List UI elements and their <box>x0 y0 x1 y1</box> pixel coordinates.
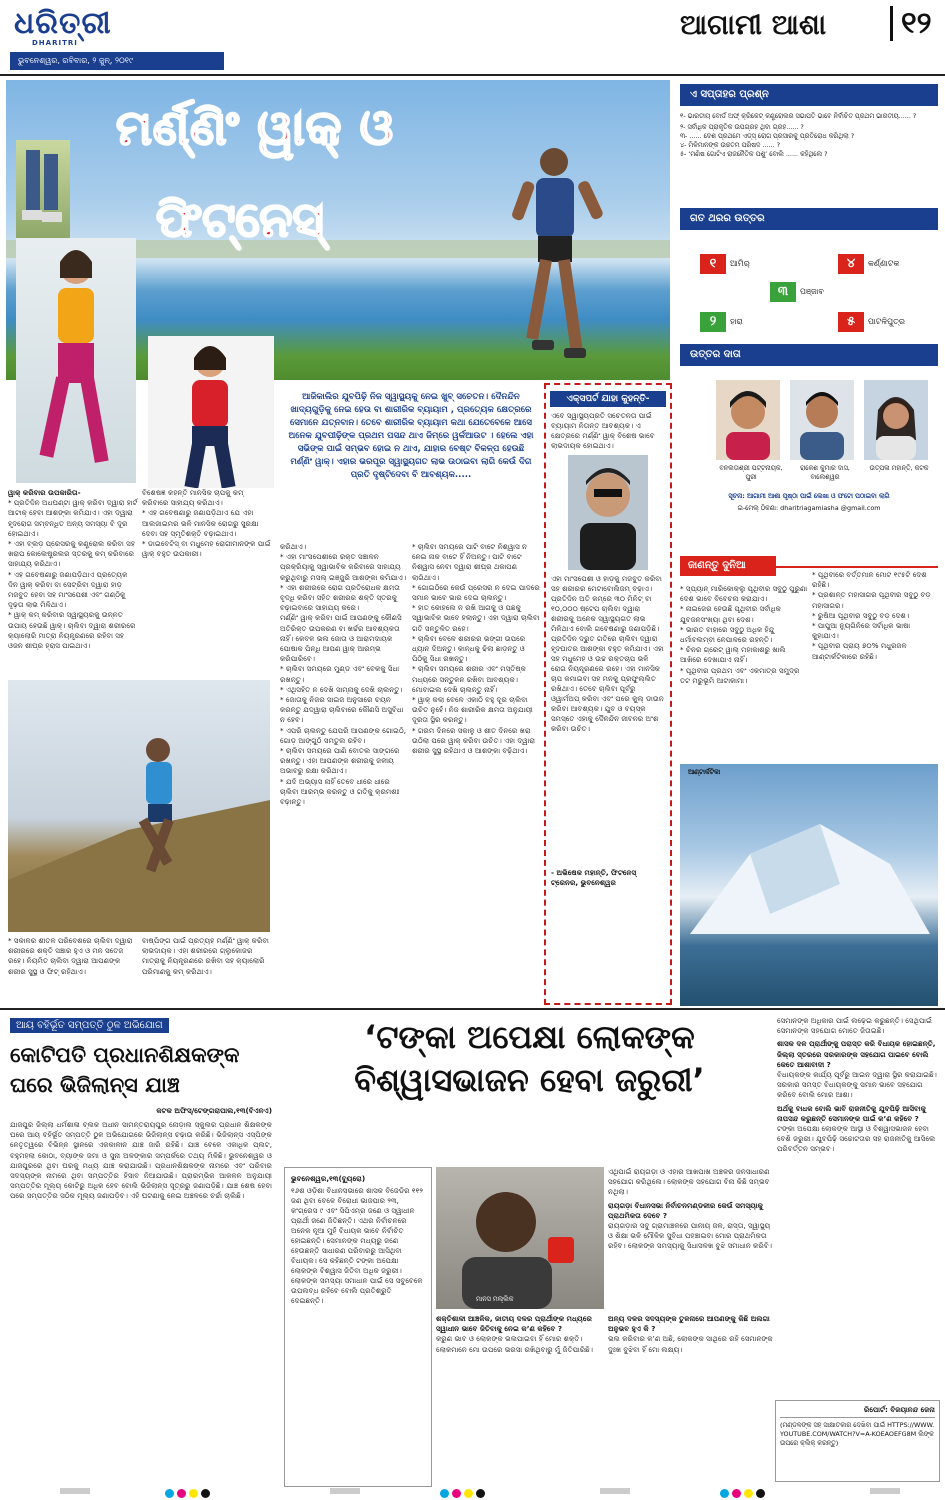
feet-walking-photo <box>16 140 70 238</box>
cmyk-dot <box>756 1489 765 1498</box>
quiz-question: ୧- ଭାରତୀୟ ବୋର୍ଡ ଅଫ୍‌ କ୍ରିକେଟ୍‌ କଣ୍ଟ୍ରୋଲର ସଭାପତି ଭାବେ ନିର୍ବାଚିତ ପ୍ରଥମ ଭାରତୀୟ...... ? <box>680 112 917 120</box>
article-paragraph: * ଜୋତାକୁ ନିଜର ସାଇଜ ଅନୁସାରେ ଚୟନ କରନ୍ତୁ ଯଦ୍ୱାରା ଚାଲିବାରେ କୌଣସି ଅସୁବିଧା ନ ହେବ। <box>280 695 404 725</box>
interview-column-2 <box>608 1167 773 1307</box>
print-mark <box>60 1488 90 1494</box>
expert-title: ଏକ୍ସପର୍ଟ ଯାହା କୁହନ୍ତି- <box>550 391 666 407</box>
interview-column-5 <box>777 1016 940 1394</box>
interview-text: ସେମାନଙ୍କ ଅଧିକାର ପାଇଁ ଲଢ଼େଇ କରୁଛନ୍ତି। ସେଥିପାଇଁ ସେମାନଙ୍କ ସହଯୋଗ ମୋତେ ଜିତାଇଛି। <box>777 1016 932 1036</box>
interview-answer: ଭଲ କରିବାର କ’ଣ ଅଛି, ଲୋକଙ୍କ ସାଥିରେ ରହି ସେମାନଙ୍କ ଦୁଃଖ ବୁଝିବା ହିଁ ମୋ ଲକ୍ଷ୍ୟ। <box>608 1334 773 1354</box>
winner-photo <box>790 380 854 460</box>
print-mark <box>870 1488 900 1494</box>
article-paragraph: * ଡାଇବେଟିସ୍‌ ବା ମଧୁମେହ ରୋଗୀମାନଙ୍କ ପାଇଁ ୱାକ୍‌ ବହୁତ ଉପକାରୀ। <box>142 539 271 559</box>
expert-body: ଏହା ମାଂସପେଶୀ ଓ ହାଡ଼କୁ ମଜବୁତ କରିବା ସହ ଶରୀରର ମେଟାବୋଲିଜମ୍‌ ବଢ଼ାଏ। ପ୍ରତିଦିନ ଅତି କମ୍‌ରେ ୩୦ ମିନିଟ୍‌ ବା ୧୦,୦୦୦ ଷ୍ଟେପ ଚାଲିବା ଦ୍ୱାରା ଶରୀରକୁ ଅନେକ ସ୍ୱାସ୍ଥ୍ୟଗତ ଲାଭ ମିଳିଥାଏ ବୋଲି ଗବେଷଣାରୁ ଜଣାପଡ଼ିଛି। ପ୍ରତିଦିନ ଦ୍ରୁତ ଗତିରେ ଚାଲିବା ଦ୍ୱାରା ହୃଦଘାତର ଆଶଙ୍କା ବହୁତ କମିଯାଏ। ଏହା ସହ ମଧୁମେହ ଓ ଉଚ୍ଚ ରକ୍ତଚାପ ଭଳି ରୋଗ ନିୟନ୍ତ୍ରଣରେ ରହେ। ଏହା ମାନସିକ ଚାପ କମାଇବା ସହ ମନକୁ ପ୍ରଫୁଲ୍ଲିତ ରଖିଥାଏ। ତେବେ ଚାଲିବା ପୂର୍ବରୁ ଓ୍ୱାର୍ମଅପ୍‌ କରିବା ଏବଂ ପରେ କୁଲ୍‌ ଡାଉନ କରିବା ଆବଶ୍ୟକ। ଯୁବ ଓ ବୟସ୍କ ସମସ୍ତେ ଏହାକୁ ଦୈନନ୍ଦିନ ଜୀବନର ଅଂଶ କରିବା ଉଚିତ। <box>551 574 664 733</box>
expert-lead: ଏବେ ସ୍ୱାସ୍ଥ୍ୟପ୍ରତି ସଚେତନତା ପାଇଁ ବ୍ୟାୟାମ ନିତାନ୍ତ ଆବଶ୍ୟକ। ଏ କ୍ଷେତ୍ରରେ ମର୍ଣ୍ଣିଂ ୱାକ୍‌ ବିଶେଷ ଭାବେ ଲାଭଦାୟକ ହୋଇଥାଏ। <box>551 411 655 450</box>
section-title: ଆଗାମୀ ଆଶା <box>680 8 827 41</box>
winners-header: ଉତ୍ତର ଦାତା <box>680 344 938 366</box>
expert-photo <box>568 455 648 570</box>
cmyk-dot <box>452 1489 461 1498</box>
interview-headline: ‘ଟଙ୍କା ଅପେକ୍ଷା ଲୋକଙ୍କ ବିଶ୍ୱାସଭାଜନ ହେବା ଜରୁରୀ’ <box>354 1018 705 1099</box>
facts-right <box>812 570 938 760</box>
print-mark <box>330 1488 360 1494</box>
article-column-1 <box>142 488 272 676</box>
woman-runner-photo <box>16 238 136 483</box>
video-promo-box <box>775 1400 940 1482</box>
interview-text: ଏଥିପାଇଁ ରାୟଗଡ଼ା ଓ ଏହାର ଆଖପାଖ ଅଞ୍ଚଳର ଜନସାଧାରଣ ସହଯୋଗ କରିଥିଲେ। ଲୋକଙ୍କ ସହଯୋଗ ବିନା କିଛି ସମ୍ଭବ ନଥିଲା। <box>608 1167 770 1197</box>
news-headline: କୋଟିପତି ପ୍ରଧାନଶିକ୍ଷକଙ୍କ ଘରେ ଭିଜିଲାନ୍ସ ଯାଞ୍ଚ <box>10 1043 240 1097</box>
benefit-paragraph: * ୱାକ୍‌ କମ୍‌ କରିବାର ସ୍ୱାସ୍ଥ୍ୟରକୁ ଉନ୍ନତ ଉପାୟ ହେଉଛି ୱାକ୍‌। ଚାଲିବା ଦ୍ୱାରା ଶରୀରରେ କ୍ୟାଲୋରି ମାତ୍ରା ନିୟନ୍ତ୍ରଣରେ ରହିବା ସହ ଓଜନ ଶୀଘ୍ର ହ୍ରାସ ପାଇଥାଏ। <box>8 610 136 651</box>
benefits-column-end <box>8 936 138 1008</box>
cmyk-dot <box>165 1489 174 1498</box>
benefit-paragraph: * ପ୍ରତିଦିନ ଅଧଘଣ୍ଟା ୱାକ୍‌ କରିବା ଦ୍ୱାରା ହାର୍ଟ ଆଟାକ୍‌ ହେବା ଆଶଙ୍କା କମିଯାଏ। ଏହା ଦ୍ୱାରା ହୃଦରୋଗ ସମ୍ବନ୍ଧିତ ଅନ୍ୟ ସମସ୍ୟା ବି ଦୂର ହୋଇଥାଏ। <box>8 498 138 538</box>
fact-item: * ପୃଥିବୀରେ ବର୍ତ୍ତମାନ ମୋଟ ୧୯୫ଟି ଦେଶ ରହିଛି। <box>812 570 927 590</box>
quiz-question: ୪- ମିଳିମାନଙ୍କ ଉଚ୍ଚତମ ପରିଷଦ ...... ? <box>680 141 780 149</box>
interview-lead-box <box>284 1167 432 1487</box>
article-paragraph: * ଚାଲିବା ବେଳେ ଶରୀରର ଭଙ୍ଗୀ ଉପରେ ଧ୍ୟାନ ଦିଅନ୍ତୁ। କାନ୍ଧକୁ ଢିଲା ଛାଡ଼ନ୍ତୁ ଓ ପିଠିକୁ ସିଧା ରଖନ୍ତୁ। <box>412 633 526 664</box>
article-paragraph: * ଏଥିସହିତ ନ ଦେଖି ସାମ୍ନାକୁ ଦେଖି ଚାଲନ୍ତୁ। <box>280 684 403 694</box>
article-paragraph: * ହାତ କୋହଲେ ନ ରଖି ଆଗକୁ ଓ ପଛକୁ ସ୍ୱାଭାବିକ ଭାବେ ହଲାନ୍ତୁ। ଏହା ଦ୍ୱାରା ଚାଲିବା ଗତି ସନ୍ତୁଳିତ ରହେ। <box>412 603 540 633</box>
benefits-column <box>8 488 138 676</box>
interview-answer: ବିଧାୟକଙ୍କ କାର୍ଯ୍ୟ ପୂର୍ବରୁ ଆଇନ ଦ୍ୱାରା ସ୍ଥିର କରାଯାଇଛି। ସରକାର ସମସ୍ତ ବିଧାୟକଙ୍କୁ ସମାନ ଭାବେ ସହଯୋଗ କରିବେ ବୋଲି ମୋର ଆଶା। <box>777 1070 937 1100</box>
interview-question: ଶକ୍ତିଶାଳୀ ଆଞ୍ଚଳିକ, ଜାତୀୟ ଦଳର ପ୍ରାର୍ଥୀଙ୍କ ମଧ୍ୟରେ ସ୍ୱାଧୀନ ଭାବେ ଜିତିବାକୁ ନେଇ କ’ଣ କହିବେ ? <box>436 1314 592 1334</box>
article-paragraph: * ଚାଲିବା ସମୟରେ ମୁଣ୍ଡ ଏବଂ ବେକକୁ ସିଧା ରଖନ୍ତୁ। <box>280 664 400 684</box>
news-dateline: କଟକ ଅଫିସ୍‌/ଟେଙ୍ଗରାପାଲ,୧୩(ବିଏନଏ) <box>156 1106 272 1115</box>
cmyk-dot <box>201 1489 210 1498</box>
answer-label: କର୍ଣ୍ଣାଟକ <box>868 259 900 268</box>
antarctica-photo <box>680 764 938 1006</box>
article-column-1-end <box>142 936 272 1008</box>
facts-left <box>680 584 808 760</box>
interview-question: ଅନ୍ୟ ଦଳର ସଦସ୍ୟଙ୍କ ତୁଳନାରେ ଆପଣଙ୍କୁ କିଛି ଅଲଗା ଅନୁଭବ ହୁଏ କି ? <box>608 1314 770 1334</box>
article-paragraph: * ଗୋଇଠିରେ କେଉଁ ପ୍ରେସର ନ ଦେଇ ପାଦରେ ସମାନ ଭାବେ ଭାର ଦେଇ ଚାଲନ୍ତୁ। <box>412 582 540 603</box>
article-paragraph: ବିଶେଷଜ୍ଞ କହନ୍ତି ମାନସିକ ଚାପକୁ କମ୍‌ କରିବାରେ ସାହାଯ୍ୟ କରିଥାଏ। <box>142 488 244 508</box>
hill-runner-photo <box>8 680 270 932</box>
dateline: ଭୁବନେଶ୍ୱର, ରବିବାର, ୨ ଜୁନ୍‌, ୨୦୧୯ <box>10 52 224 70</box>
answers-grid <box>680 234 938 338</box>
cmyk-dot <box>440 1489 449 1498</box>
interview-question: ଅର୍ଥକୁ ବାଧକ ବୋଲି ଭାବି ରାଜନୀତିକୁ ଯୁବପିଢ଼ି ଆସିବାକୁ ନାପସନ୍ଦ କରୁଛନ୍ତି ସେମାନଙ୍କ ପାଇଁ କ’ଣ କହିବେ ? <box>777 1103 926 1123</box>
cmyk-dot <box>189 1489 198 1498</box>
article-paragraph: କରିଥାଏ। <box>280 542 307 551</box>
fact-item: * ପ୍ରଶାନ୍ତ ମହାସାଗର ପୃଥିବୀର ସବୁଠୁ ବଡ଼ ମହାସାଗର। <box>812 590 931 610</box>
fact-item: * ପାପୁଆ ନ୍ୟୁଗିନିରେ ସର୍ବାଧିକ ଭାଷା କୁହାଯାଏ। <box>812 621 911 641</box>
article-paragraph: * ୱାକ୍‌ କଲା ବେଳେ ଏକାଠି ବହୁ ଦୂର ଚାଲିବା ଉଚିତ ନୁହେଁ। ନିଜ ଶାରୀରିକ କ୍ଷମତା ଅନୁଯାୟୀ ଦୂରତା ସ୍ଥିର କରନ୍ତୁ। <box>412 695 533 725</box>
article-column-2 <box>280 542 408 1008</box>
answer-number: ୪ <box>838 254 864 274</box>
submission-email: ଇ-ମେଲ୍‌ ଠିକଣା: dharitriagamiasha @gmail.com <box>737 504 881 512</box>
quiz-question: ୩- ...... ଦେଶ ପ୍ରଥମେ ଏଡ୍‌ସ୍‌ ରୋଗ ପ୍ରସାରକୁ ପ୍ରତିରୋଧ କରିଥିଲା ? <box>680 132 855 140</box>
quiz-question: ୫- ‘ମଣିଷ ଗୋଟିଏ ରାଜନୈତିକ ପଶୁ’ ବୋଲି ...... କହିଥିଲେ ? <box>680 150 828 158</box>
expert-box <box>544 383 672 1005</box>
section-divider <box>0 1008 945 1010</box>
cmyk-dot <box>464 1489 473 1498</box>
submission-note: ସୂଚନା: ଆଗାମୀ ଆଶା ପୃଷ୍ଠା ପାଇଁ ଲେଖା ଓ ଫଟୋ ପଠାଇବା ଲାଗି <box>728 492 890 500</box>
news-body: ଯାଜପୁର ଜିଲ୍ଲା ଧର୍ମଶାଳା ବ୍ଲକ ଅଧୀନ ସାମନ୍ତରାୟପୁର ନୋଡ଼ାଲ ସ୍କୁଲର ପ୍ରଧାନ ଶିକ୍ଷକଙ୍କ ଘରେ ଆୟ ବହିର୍ଭୂତ ସମ୍ପତ୍ତି ଠୁଳ ଅଭିଯୋଗରେ ଭିଜିଲାନ୍ସ ଚଢ଼ାଉ କରିଛି। ଭିଜିଲାନ୍ସ ଏସ୍‌ପିଙ୍କ ନେତୃତ୍ୱରେ ବିଭିନ୍ନ ସ୍ଥାନରେ ଏକକାଳୀନ ଯାଞ୍ଚ ଜାରି ରହିଛି। ଯାଞ୍ଚ ବେଳେ ଏକାଧିକ ପ୍ଲଟ, ବହୁମହଲା କୋଠା, ବ୍ୟାଙ୍କ ଜମା ଓ ସୁନା ଅଳଙ୍କାର ସମ୍ପର୍କରେ ତଥ୍ୟ ମିଳିଛି। ଭୁବନେଶ୍ୱର ଓ ଯାଜପୁରରେ ଥିବା ଘରକୁ ମଧ୍ୟ ଯାଞ୍ଚ କରାଯାଉଛି। ପ୍ରଧାନଶିକ୍ଷକଙ୍କ ନାମରେ ଏବଂ ପରିବାର ସଦସ୍ୟଙ୍କ ନାମରେ ଥିବା ସମ୍ପତ୍ତିର ହିସାବ ନିଆଯାଉଛି। ପ୍ରାରମ୍ଭିକ ଆକଳନ ଅନୁଯାୟୀ ସମ୍ପତ୍ତିର ମୂଲ୍ୟ କୋଟିରୁ ଅଧିକ ହେବ ବୋଲି ଭିଜିଲାନ୍ସ ସୂତ୍ରରୁ ଜଣାପଡ଼ିଛି। ଯାଞ୍ଚ ଶେଷ ହେବା ପରେ ସମ୍ପତ୍ତିର ସଠିକ ମୂଲ୍ୟ ଜଣାପଡ଼ିବ। ଏହି ଘଟଣାକୁ ନେଇ ଅଞ୍ଚଳରେ ଚର୍ଚ୍ଚା ଚାଲିଛି। <box>10 1120 272 1201</box>
article-paragraph: * ଏପରି ଚାଲନ୍ତୁ ଯେପରି ଆପଣଙ୍କ ଗୋଇଠି, ଗୋଡ଼ ଆଙ୍ଗୁଠି ସମତୁଲ ରହିବ। <box>280 725 407 745</box>
facts-rule <box>776 566 938 568</box>
quiz-question: ୨- ସର୍ବାଧିକ ପ୍ରାକୃତିକ ଉପଗ୍ରହ ଥିବା ଗ୍ରହ...... ? <box>680 123 804 131</box>
answers-header: ଗତ ଥରର ଉତ୍ତର <box>680 208 938 230</box>
answer-number: ୫ <box>838 312 864 332</box>
article-paragraph: * ଯଦି ଅଭ୍ୟାସ ନାହିଁ ତେବେ ଧୀରେ ଧୀରେ ଚାଲିବା ଆରମ୍ଭ କରନ୍ତୁ ଓ ଗତିକୁ କ୍ରମଶଃ ବଢ଼ାନ୍ତୁ। <box>280 776 400 807</box>
benefit-paragraph: * ଏହ ଗବେଷଣାରୁ ଜଣାପଡ଼ିଥାଏ ପ୍ରତ୍ୟେକ ଦିନ ୱାକ୍‌ କରିବା ବା ସେଟ୍ରିବା ଦ୍ୱାରା ହାଡ଼ ମଜବୁତ ହେବା ସହ ମାଂସପେଶୀ ଏବଂ ଗଣ୍ଠିକୁ ଦୃଢ଼ତା ଲାଭ ମିଳିଥାଏ। <box>8 569 128 610</box>
facts-header: ଜାଣନ୍ତୁ ଦୁନିଆ <box>680 556 776 576</box>
article-paragraph: ବାଷ୍ପିଙ୍ଗ ପାଇଁ ପ୍ରତ୍ୟହ ମର୍ଣ୍ଣିଂ ୱାକ୍‌ କରିବା ଲାଭଦାୟକ। ଏହା ଶରୀରରେ ଗ୍ଲୁକୋଜର ମାତ୍ରାକୁ ନିୟନ୍ତ୍ରଣରେ ରଖିବା ସହ କ୍ୟାଲୋରି ପରିମାଣକୁ କମ୍‌ କରିଥାଏ। <box>142 936 269 976</box>
cmyk-dot <box>177 1489 186 1498</box>
intro-paragraph: ଆଜିକାଲିର ଯୁବପିଢ଼ି ନିଜ ସ୍ୱାସ୍ଥ୍ୟକୁ ନେଇ ଖୁବ୍‌ ସଚେତନ। ଦୈନନ୍ଦିନ ଖାଦ୍ୟଗୁଡ଼ିକୁ ନେଇ ହେଉ ବା ଶାରୀରିକ ବ୍ୟାୟାମ , ପ୍ରତ୍ୟେକ କ୍ଷେତ୍ରରେ ସେମାନେ ଯତ୍ନବାନ। ତେବେ ଶାରୀରିକ ବ୍ୟାୟାମ କଥା ଯେତେବେଳେ ଆସେ ଅନେକ ଯୁବପୀଢ଼ିଙ୍କ ପ୍ରଥମ ପସନ୍ଦ ଥାଏ ଜିମ୍‌ରେ ୱର୍କଆଉଟ । ହେଲେ ଏହା ସଭିଙ୍କ ପାଇଁ ସମ୍ଭବ ହୋଇ ନ ଥାଏ, ଯାହାର ବେଷ୍ଟ ବିକଳ୍ପ ହେଉଛି ମର୍ଣ୍ଣିଂ ୱାକ୍‌। ଏହାର ଭରପୂର ସ୍ୱାସ୍ଥ୍ୟଗତ ଲାଭ ଉଠାଇବା ଲାଗି କେଉଁ ଦିଗ ପ୍ରତି ଦୃଷ୍ଟିଦେବା ବି ଆବଶ୍ୟକ..... <box>288 392 534 480</box>
answer-number: ୩ <box>770 282 796 302</box>
interview-column-4 <box>608 1314 773 1490</box>
hero-title-line1: ମର୍ଣ୍ଣିଂ ୱାକ୍‌ ଓ <box>116 100 394 156</box>
article-paragraph: * ଚାଲିବା ସମୟରେ ପାଟି ବାଟେ ନିଶ୍ୱାସ ନ ନେଇ ନାକ ବାଟେ ହିଁ ନିଅନ୍ତୁ। ପାଟି ବାଟେ ନିଶ୍ୱାସ ନେବା ଦ୍ୱାରା ଶୀଘ୍ର ଥକାପଣ ଲାଗିଥାଏ। <box>412 542 527 582</box>
fact-item: * ପୃଥିବୀର ପ୍ରାୟ ୭୦% ମଧୁରଜଳ ଆଣ୍ଟାର୍କଟିକାରେ ରହିଛି। <box>812 641 907 661</box>
cmyk-dot <box>476 1489 485 1498</box>
reporter-credit: ରିପୋର୍ଟ: ବିଜୟାନନ୍ଦ ଜେନା <box>780 1405 935 1418</box>
page-number: ୧୨ <box>890 6 932 41</box>
winner-name: ବନଲତାଶ୍ରୀ ପଟ୍ଟନାୟକ, ପୁରୀ <box>719 464 783 481</box>
interview-question: ଶାସକ ଦଳ ପ୍ରାର୍ଥୀଙ୍କୁ ପରାସ୍ତ କରି ବିଧାୟକ ହୋଇଛନ୍ତି, ଜିଲ୍ଲା ସ୍ତରରେ ସରକାରଙ୍କ ସହଯୋଗ ପାଇବେ ବୋଲି କେତେ ଆଶାବାଦୀ ? <box>777 1039 936 1069</box>
article-paragraph: * ଚାଲିବା ସମୟରେ ଶରୀର ଏବଂ ମସ୍ତିଷ୍କ ମଧ୍ୟରେ ସନ୍ତୁଳନ ରଖିବା ଆବଶ୍ୟକ। ମୋବାଇଲ ଦେଖି ଚାଲନ୍ତୁ ନାହିଁ। <box>412 664 526 694</box>
fact-item: * ନାଇଜେର ହେଉଛି ପୃଥିବୀର ସର୍ବାଧିକ ଯୁବଜନସଂଖ୍ୟା ଥିବା ଦେଶ। <box>680 604 781 624</box>
newspaper-logo-sub: DHARITRI <box>32 39 78 47</box>
article-paragraph: * ଗରମ ଦିନରେ ସକାଳୁ ଓ ଶୀତ ଦିନରେ ଖରା ଉଠିଲା ପରେ ୱାକ୍‌ କରିବା ଉଚିତ। ଏହା ଦ୍ୱାରା ଶରୀର ସୁସ୍ଥ ରହିଥାଏ ଓ ଆଶଙ୍କା ବଢ଼ିଥାଏ। <box>412 725 536 756</box>
cmyk-dot <box>720 1489 729 1498</box>
news-kicker: ଆୟ ବହିର୍ଭୂତ ସମ୍ପତ୍ତି ଠୁଳ ଅଭିଯୋଗ <box>10 1018 169 1033</box>
interview-body: ୧୬ଶ ଓଡ଼ିଶା ବିଧାନସଭାରେ ଶାସକ ବିଜେଡିର ୧୧୨ ଜଣ ଥିବା ବେଳେ ବିରୋଧୀ ଭାଜପାର ୨୩, କଂଗ୍ରେସ ୯ ଏବଂ ସିପିଏମ୍‌ର ଜଣେ ଓ ସ୍ୱାଧୀନ ପ୍ରାର୍ଥୀ ଜଣେ ଜିତିଛନ୍ତି। ଏଥର ନିର୍ବାଚନରେ ଅନେକ ନୂଆ ମୁହଁ ବିଧାୟକ ଭାବେ ନିର୍ବାଚିତ ହୋଇଛନ୍ତି। ସେମାନଙ୍କ ମଧ୍ୟରୁ ଜଣେ ହେଉଛନ୍ତି ସାଧାରଣ ପରିବାରରୁ ଆସିଥିବା ବିଧାୟକ। ସେ କହିଛନ୍ତି ଟଙ୍କା ଅପେକ୍ଷା ଲୋକଙ୍କ ବିଶ୍ୱାସ ଜିତିବା ଅଧିକ ଜରୁରୀ। ଲୋକଙ୍କ ସମସ୍ୟା ସମାଧାନ ପାଇଁ ସେ ସବୁବେଳେ ଉପଲବ୍ଧ ରହିବେ ବୋଲି ପ୍ରତିଶ୍ରୁତି ଦେଇଛନ୍ତି। <box>291 1186 423 1305</box>
article-paragraph: * ଚାଲିବା ସମୟରେ ପାଣି ବୋତଲ ସାଙ୍ଗରେ ରଖନ୍ତୁ। ଏହା ଆପଣଙ୍କ ଶରୀରକୁ ଜଳୀୟ ଅଭାବରୁ ରକ୍ଷା କରିଥାଏ। <box>280 746 400 776</box>
winner-name: ରାକେଶ କୁମାର ଦାସ, ବାଲେଶ୍ୱର <box>800 464 850 481</box>
article-paragraph: * ଏହା ମାଂସପେଶୀରେ ରକ୍ତ ସଞ୍ଚାଳନ ପ୍ରକ୍ରିୟାକୁ ସ୍ୱାଭାବିକ କରିବାରେ ସାହାଯ୍ୟ କରୁଥିବାରୁ ମସଲ୍‌ ଇଞ୍ଜୁରି ଆଶଙ୍କା କମିଯାଏ। <box>280 552 407 582</box>
fact-item: * ଚିନର ଗ୍ରେଟ୍‌ ୱାଲ୍‌ ମହାକାଶରୁ ଖାଲି ଆଖିରେ ଦେଖାଯାଏ ନାହିଁ। <box>680 645 786 665</box>
fact-item: * ସ୍ପ୍ୟାନ୍‌ ମାରିକୋକ୍ଲୁ ପୃଥିବୀର ସବୁଠୁ ପୁରୁଣା ଦେଶ ଭାବେ ବିବେଚନା କରାଯାଏ। <box>680 584 808 604</box>
article-paragraph: * ଏହ ଗବେଷଣାରୁ ଜଣାପଡ଼ିଥାଏ ଯେ ଏହା ଆଲଜାଇମର ଭଳି ମାନସିକ ରୋଗରୁ ସୁରକ୍ଷା ଦେବା ସହ ସ୍ମୃତିଶକ୍ତି ବଢ଼ାଇଥାଏ। <box>142 508 259 538</box>
fact-item: * ଭାରତ ବାହାରେ ସବୁଠୁ ଅଧିକ ହିନ୍ଦୁ ଧର୍ମାବଲମ୍ବୀ ନେପାଳରେ ରହନ୍ତି। <box>680 624 775 645</box>
answer-number: ୧ <box>700 254 726 274</box>
runner-man-photo <box>496 140 616 380</box>
answer-label: ପଞ୍ଜାବ <box>800 287 824 296</box>
article-paragraph: ମର୍ଣ୍ଣିଂ ୱାକ୍‌ କରିବା ପାଇଁ ଆପଣଙ୍କୁ କୌଣସି ଅତିରିକ୍ତ ଉପକରଣ ବା ଖର୍ଚ୍ଚର ଆବଶ୍ୟକତା ନାହିଁ। କେବଳ ଭଲ ଜୋତା ଓ ଆରାମଦାୟକ ପୋଷାକ ପିନ୍ଧି ଆପଣ ୱାକ୍‌ ଆରମ୍ଭ କରିପାରିବେ। <box>280 613 402 664</box>
interview-answer: କରୁଣ ଭାବ ଓ ଲୋକଙ୍କ ଭଲପାଇବା ହିଁ ମୋର ଶକ୍ତି। ଲୋକମାନେ ମୋ ଉପରେ ଭରସା ରଖିଥିବାରୁ ମୁଁ ଜିତିପାରିଛି। <box>436 1334 593 1354</box>
winners-panel <box>680 372 938 542</box>
fact-item: * ରୁଷିଆ ପୃଥିବୀର ସବୁଠୁ ବଡ଼ ଦେଶ। <box>812 610 910 620</box>
answer-number: ୨ <box>700 312 726 332</box>
benefit-paragraph: * ଏହା ବ୍ଲଡ଼ ପ୍ରେସରକୁ କଣ୍ଟ୍ରୋଲ କରିବା ସହ ଖରାପ କୋଲେଷ୍ଟ୍ରଲର ସ୍ତରକୁ କମ୍‌ କରିବାରେ ସାହାଯ୍ୟ କରିଥାଏ। <box>8 539 136 569</box>
winner-name: ଉତ୍ପଳା ମହାନ୍ତି, କଟକ <box>869 464 929 472</box>
benefit-paragraph: * ସକାଳର ଶୀତଳ ପରିବେଶରେ ଚାଲିବା ଦ୍ୱାରା ଶରୀରରେ ଶକ୍ତି ସଞ୍ଚାର ହୁଏ ଓ ମନ ସତେଜ ରହେ। ନିୟମିତ ଚାଲିବା ଦ୍ୱାରା ଆପଣଙ୍କ ଶରୀର ସୁସ୍ଥ ଓ ଫିଟ୍‌ ରହିଥାଏ। <box>8 936 133 976</box>
winner-photo <box>716 380 780 460</box>
cmyk-dot <box>744 1489 753 1498</box>
winner-photo <box>864 380 928 460</box>
quiz-header: ଏ ସପ୍ତାହର ପ୍ରଶ୍ନ <box>680 84 938 106</box>
benefits-heading: ୱାକ୍‌ କରିବାର ଉପକାରିତା- <box>8 488 81 497</box>
answer-label: ପାଟଳିପୁତ୍ର <box>868 317 905 326</box>
interviewee-caption: ମାନସ ମଲ୍ଲିକ <box>476 1295 514 1303</box>
antarctica-caption: ଆଣ୍ଟାର୍କଟିକା <box>688 768 721 776</box>
girl-runner-photo <box>148 336 274 488</box>
answer-label: ହାରା <box>730 317 743 326</box>
interview-answer: ରାୟଗଡ଼ାର ସବୁ ଗ୍ରାମାଞ୍ଚଳରେ ପାନୀୟ ଜଳ, ରାସ୍ତା, ସ୍ୱାସ୍ଥ୍ୟ ଓ ଶିକ୍ଷା ଭଳି ମୌଳିକ ସୁବିଧା ପହଞ୍ଚାଇବା ମୋର ପ୍ରାଥମିକତା ରହିବ। ଲୋକଙ୍କ ସମସ୍ୟାକୁ ସିଧାସଳଖ ବୁଝି ସମାଧାନ କରିବି। <box>608 1221 772 1251</box>
interview-column-3 <box>436 1314 604 1490</box>
fact-item: * ପୃଥିବୀର ପ୍ରଥମ ଏବଂ ଏକମାତ୍ର ସମୁଦ୍ର ତଟ ମରୁଭୂମି ଆଟାକାମା। <box>680 665 800 685</box>
interviewee-photo <box>436 1167 604 1309</box>
newspaper-logo: ଧରିତ୍ରୀ <box>14 6 112 41</box>
quiz-list <box>680 112 938 200</box>
article-paragraph: * ଏହା ଶରୀରରେ ରୋଗ ପ୍ରତିରୋଧକ କ୍ଷମତା ବୃଦ୍ଧି କରିବା ସହିତ ଶରୀରର ଶକ୍ତି ସ୍ତରକୁ ବଢ଼ାଇବାରେ ସାହାଯ୍ୟ କରେ। <box>280 582 400 613</box>
masthead <box>0 0 945 76</box>
hero-title-line2: ଫିଟ୍‌ନେସ୍‌ <box>156 192 324 248</box>
interview-dateline: ଭୁବନେଶ୍ୱର,୧୩(ବ୍ୟୁରୋ) <box>291 1174 366 1183</box>
expert-signature: - ଅଭିଷେକ ମହାନ୍ତି, ଫିଟନେସ୍‌ ଟ୍ରେନର, ଭୁବନେଶ୍ୱର <box>551 868 637 887</box>
answer-label: ଆମିର୍ <box>730 259 750 268</box>
interview-answer: ଟଙ୍କା ଅପେକ୍ଷା ଲୋକଙ୍କ ଆସ୍ଥା ଓ ବିଶ୍ୱାସଭାଜନ ହେବା ବେଶି ଜରୁରୀ। ଯୁବପିଢ଼ି ସଚ୍ଚୋଟତାର ସହ ରାଜନୀତିକୁ ଆସିଲେ ପରିବର୍ତ୍ତନ ସମ୍ଭବ। <box>777 1124 936 1154</box>
article-column-3 <box>412 542 540 1008</box>
interview-question: ରାୟଗଡ଼ା ବିଧାନସଭା ନିର୍ବାଚନମଣ୍ଡଳୀର କେଉଁ ସମସ୍ୟାକୁ ପ୍ରାଥମିକତା ଦେବେ ? <box>608 1200 763 1220</box>
cmyk-dot <box>732 1489 741 1498</box>
video-link[interactable]: (ମଣ୍ଡଳଙ୍କ ସହ ସାକ୍ଷାତକାର ଦେଖିବା ପାଇଁ HTTPS://WWW.YOUTUBE.COM/WATCH?V=A-KOEAOEFG8M ଲିଙ୍କ ଉପରେ କ୍ଲିକ୍‌ କରନ୍ତୁ) <box>780 1421 935 1447</box>
print-mark <box>600 1488 630 1494</box>
